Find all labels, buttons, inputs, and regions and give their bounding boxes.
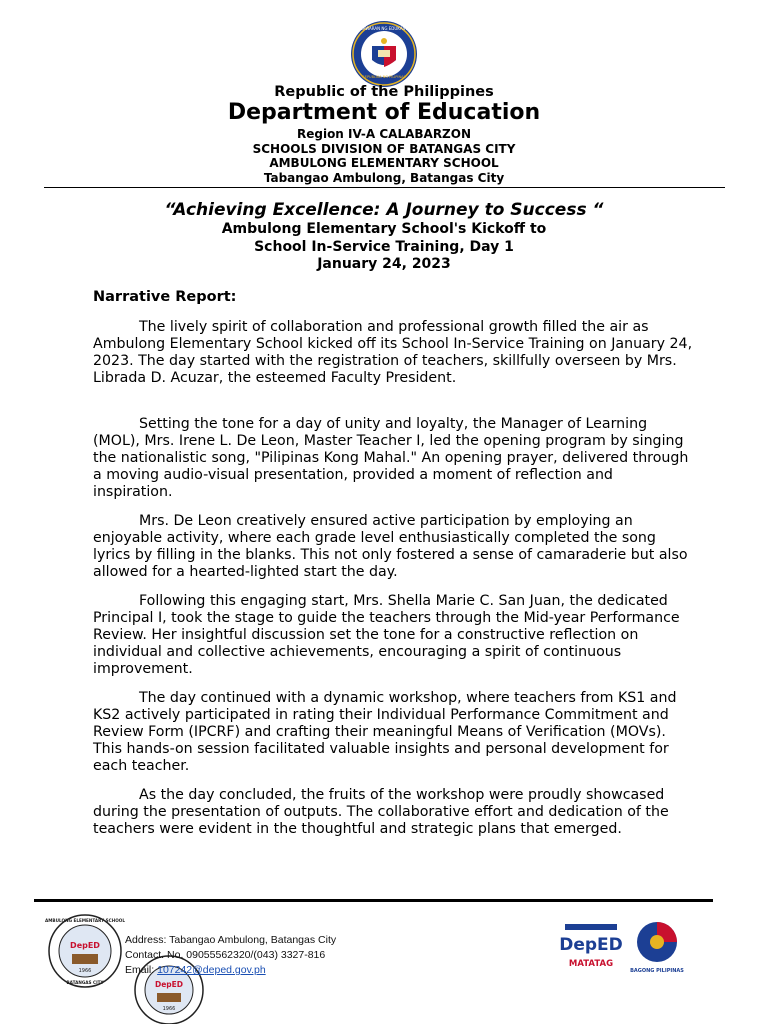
paragraph-1: The lively spirit of collaboration and professional growth filled the air as Ambulong Elementary School kicked off its School In-Service Training on January 24, 2023. The day started with the registration of teachers, skillfully overseen by Mrs. Librada D. Acuzar, the esteemed Faculty President. [93, 319, 693, 386]
svg-text:BATANGAS CITY: BATANGAS CITY [66, 980, 104, 985]
svg-text:DepED: DepED [70, 941, 100, 950]
svg-text:1966: 1966 [162, 1006, 176, 1012]
paragraph-4: Following this engaging start, Mrs. Shella Marie C. San Juan, the dedicated Principal I, took the stage to guide the teachers through the Mid-year Performance Review. Her insightful discussion set the tone for a constructive reflection on individual and collective achievements, encouraging a spirit of continuous improvement. [93, 593, 680, 677]
narrative-heading: Narrative Report: [93, 289, 237, 305]
deped-matatag-logo [559, 922, 623, 974]
svg-text:BAGONG PILIPINAS: BAGONG PILIPINAS [630, 968, 684, 974]
theme-title: “Achieving Excellence: A Journey to Success “ [164, 200, 604, 220]
paragraph-2: Setting the tone for a day of unity and loyalty, the Manager of Learning (MOL), Mrs. Irene L. De Leon, Master Teacher I, led the opening program by singing the nationalistic song, "Pilipinas Kong Mahal." An opening prayer, delivered through a moving audio-visual presentation, provided a moment of reflection and inspiration. [93, 416, 689, 500]
svg-text:KAGAWARAN NG EDUKASYON: KAGAWARAN NG EDUKASYON [354, 26, 414, 31]
footer-email-label: Email: [125, 964, 155, 976]
department-heading: Department of Education [227, 100, 541, 125]
school-seal-logo [44, 914, 126, 988]
deped-seal-logo [350, 20, 418, 88]
svg-text:DepED: DepED [559, 935, 623, 955]
footer-email-link[interactable]: 107242@deped.gov.ph [157, 964, 266, 976]
svg-text:DepED: DepED [154, 980, 184, 989]
region-line: Region IV-A CALABARZON [296, 127, 472, 141]
header-divider [44, 187, 725, 188]
footer-divider [34, 899, 713, 902]
event-date: January 24, 2023 [317, 256, 451, 272]
svg-text:AMBULONG ELEMENTARY SCHOOL: AMBULONG ELEMENTARY SCHOOL [44, 918, 126, 923]
school-line: AMBULONG ELEMENTARY SCHOOL [269, 156, 499, 171]
division-line: SCHOOLS DIVISION OF BATANGAS CITY [252, 141, 516, 156]
footer-email [125, 964, 266, 976]
bagong-pilipinas-logo [628, 918, 686, 976]
footer-contact: Contact. No. 09055562320/(043) 3327-816 [125, 949, 326, 961]
event-title-line-2: School In-Service Training, Day 1 [254, 238, 514, 255]
paragraph-5: The day continued with a dynamic workshop, where teachers from KS1 and KS2 actively participated in rating their Individual Performance Commitment and Review Form (IPCRF) and crafting their meaningful Means of Verification (MOVs). This hands-on session facilitated valuable insights and personal development for each teacher. [93, 690, 677, 774]
paragraph-6: As the day concluded, the fruits of the workshop were proudly showcased during the presentation of outputs. The collaborative effort and dedication of the teachers were evident in the thoughtful and strategic plans that emerged. [93, 787, 669, 837]
event-title-line-1: Ambulong Elementary School's Kickoff to [221, 221, 547, 237]
svg-text:REPUBLIKA NG PILIPINAS: REPUBLIKA NG PILIPINAS [362, 75, 406, 79]
svg-text:MATATAG: MATATAG [568, 959, 614, 969]
svg-text:1966: 1966 [78, 968, 92, 974]
paragraph-3: Mrs. De Leon creatively ensured active participation by employing an enjoyable activity, where each grade level enthusiastically completed the song lyrics by filling in the blanks. This not only fostered a sense of camaraderie but also allowed for a hearted-lighted start the day. [93, 513, 688, 580]
school-address-line: Tabangao Ambulong, Batangas City [263, 170, 505, 185]
footer-address: Address: Tabangao Ambulong, Batangas City [125, 934, 337, 946]
republic-heading: Republic of the Philippines [274, 84, 494, 100]
